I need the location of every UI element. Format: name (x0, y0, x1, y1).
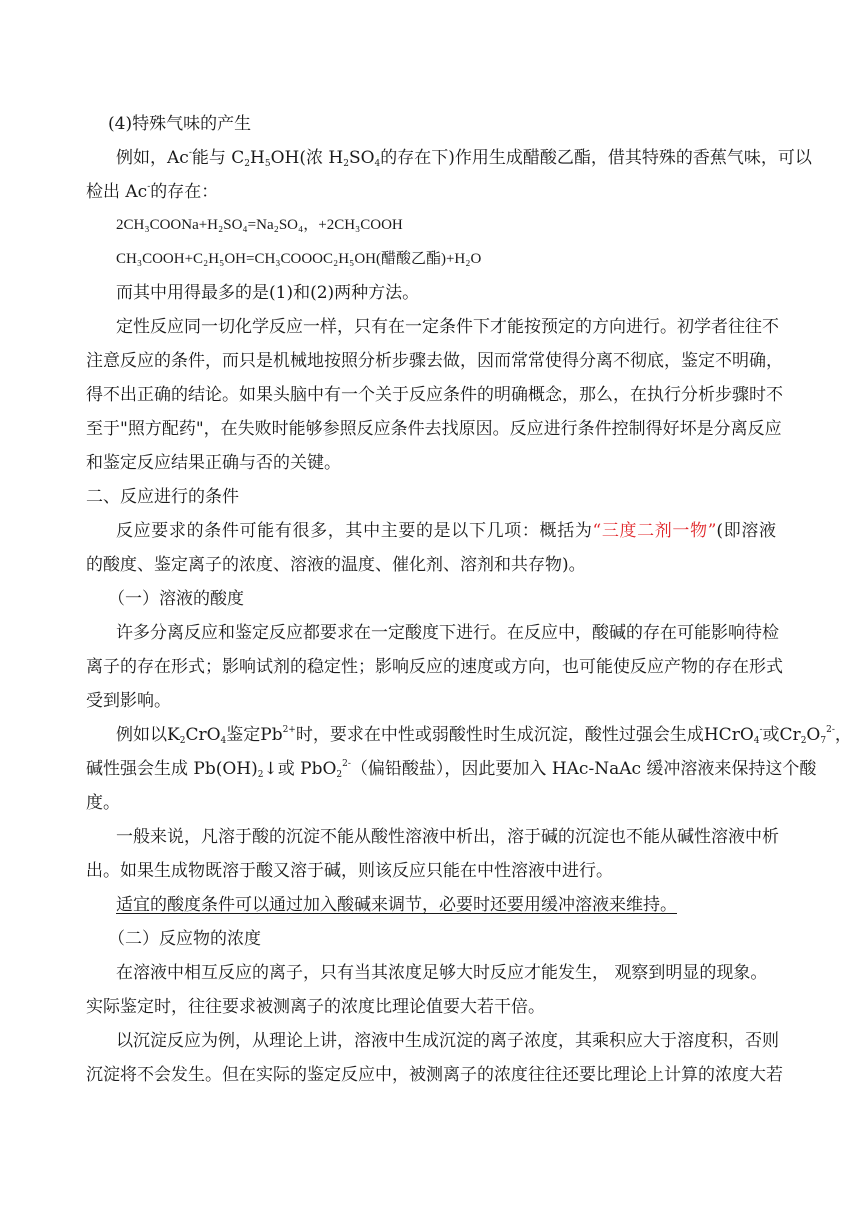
paragraph-line: 碱性强会生成 $Pb(OH)_2↓$或 PbO$_2^{2-}$（偏铅酸盐），因此要加入 HAc-NaAc 缓冲溶液来保持这个酸 (86, 759, 817, 780)
paragraph-line: 至于"照方配药"，在失败时能够参照反应条件去找原因。反应进行条件控制得好坏是分离反应 (86, 419, 782, 439)
paragraph-line: 离子的存在形式；影响试剂的稳定性；影响反应的速度或方向，也可能使反应产物的存在形式 (86, 657, 783, 677)
paragraph-line: 定性反应同一切化学反应一样，只有在一定条件下才能按预定的方向进行。初学者往往不 (116, 317, 779, 337)
paragraph-line: 以沉淀反应为例，从理论上讲，溶液中生成沉淀的离子浓度，其乘积应大于溶度积，否则 (116, 1031, 779, 1051)
paragraph-line: 沉淀将不会发生。但在实际的鉴定反应中，被测离子的浓度往往还要比理论上计算的浓度大若 (86, 1065, 783, 1085)
paragraph-line: 出。如果生成物既溶于酸又溶于碱，则该反应只能在中性溶液中进行。 (86, 861, 613, 881)
paragraph-line: 度。 (86, 793, 120, 813)
paragraph-line: 实际鉴定时，往往要求被测离子的浓度比理论值要大若干倍。 (86, 997, 545, 1017)
underlined-note: 适宜的酸度条件可以通过加入酸碱来调节，必要时还要用缓冲溶液来维持。 (116, 895, 677, 915)
paragraph-line: 而其中用得最多的是(1)和(2)两种方法。 (116, 283, 420, 303)
paragraph-line: 得不出正确的结论。如果头脑中有一个关于反应条件的明确概念，那么，在执行分析步骤时不 (86, 385, 783, 405)
paragraph-line: 反应要求的条件可能有很多，其中主要的是以下几项：概括为“三度二剂一物”(即溶液 (116, 521, 776, 541)
subsection-heading-2: （二）反应物的浓度 (108, 929, 261, 949)
paragraph-line: 注意反应的条件，而只是机械地按照分析步骤去做，因而常常使得分离不彻底，鉴定不明确， (86, 351, 783, 371)
section-heading: 二、反应进行的条件 (86, 487, 239, 507)
paragraph-line: 和鉴定反应结果正确与否的关键。 (86, 453, 341, 473)
equation-2: CH₃COOH+C₂H₅OH=CH₃COOOC₂H₅OH(醋酸乙酯)+H₂O (116, 251, 482, 267)
paragraph-line: 检出 Ac-的存在： (86, 182, 219, 202)
equation-1: 2CH₃COONa+H₂SO₄=Na₂SO₄，+2CH₃COOH (116, 217, 403, 233)
paragraph-line: 例如，Ac-能与 $C_2H_5OH$(浓 $H_2SO_4$的存在下)作用生成醋酸乙酯，借其特殊的香蕉气味，可以 (116, 148, 812, 169)
paragraph-line: 许多分离反应和鉴定反应都要求在一定酸度下进行。在反应中，酸碱的存在可能影响待检 (116, 623, 779, 643)
paragraph-line: 的酸度、鉴定离子的浓度、溶液的温度、催化剂、溶剂和共存物)。 (86, 555, 586, 575)
paragraph-line: 受到影响。 (86, 691, 171, 711)
paragraph-line: 在溶液中相互反应的离子，只有当其浓度足够大时反应才能发生， 观察到明显的现象。 (116, 963, 768, 983)
subsection-heading-1: （一）溶液的酸度 (108, 589, 244, 609)
paragraph-line: 例如以$K_2CrO_4$鉴定$Pb^{2+}$时，要求在中性或弱酸性时生成沉淀，酸性过强会生成HCrO$_4$-或$Cr_2O_7^{2-}$， (116, 725, 852, 746)
highlight-phrase: “三度二剂一物” (592, 521, 717, 541)
paragraph-line: 一般来说，凡溶于酸的沉淀不能从酸性溶液中析出，溶于碱的沉淀也不能从碱性溶液中析 (116, 827, 779, 847)
subsection-heading-4: (4)特殊气味的产生 (108, 114, 252, 134)
